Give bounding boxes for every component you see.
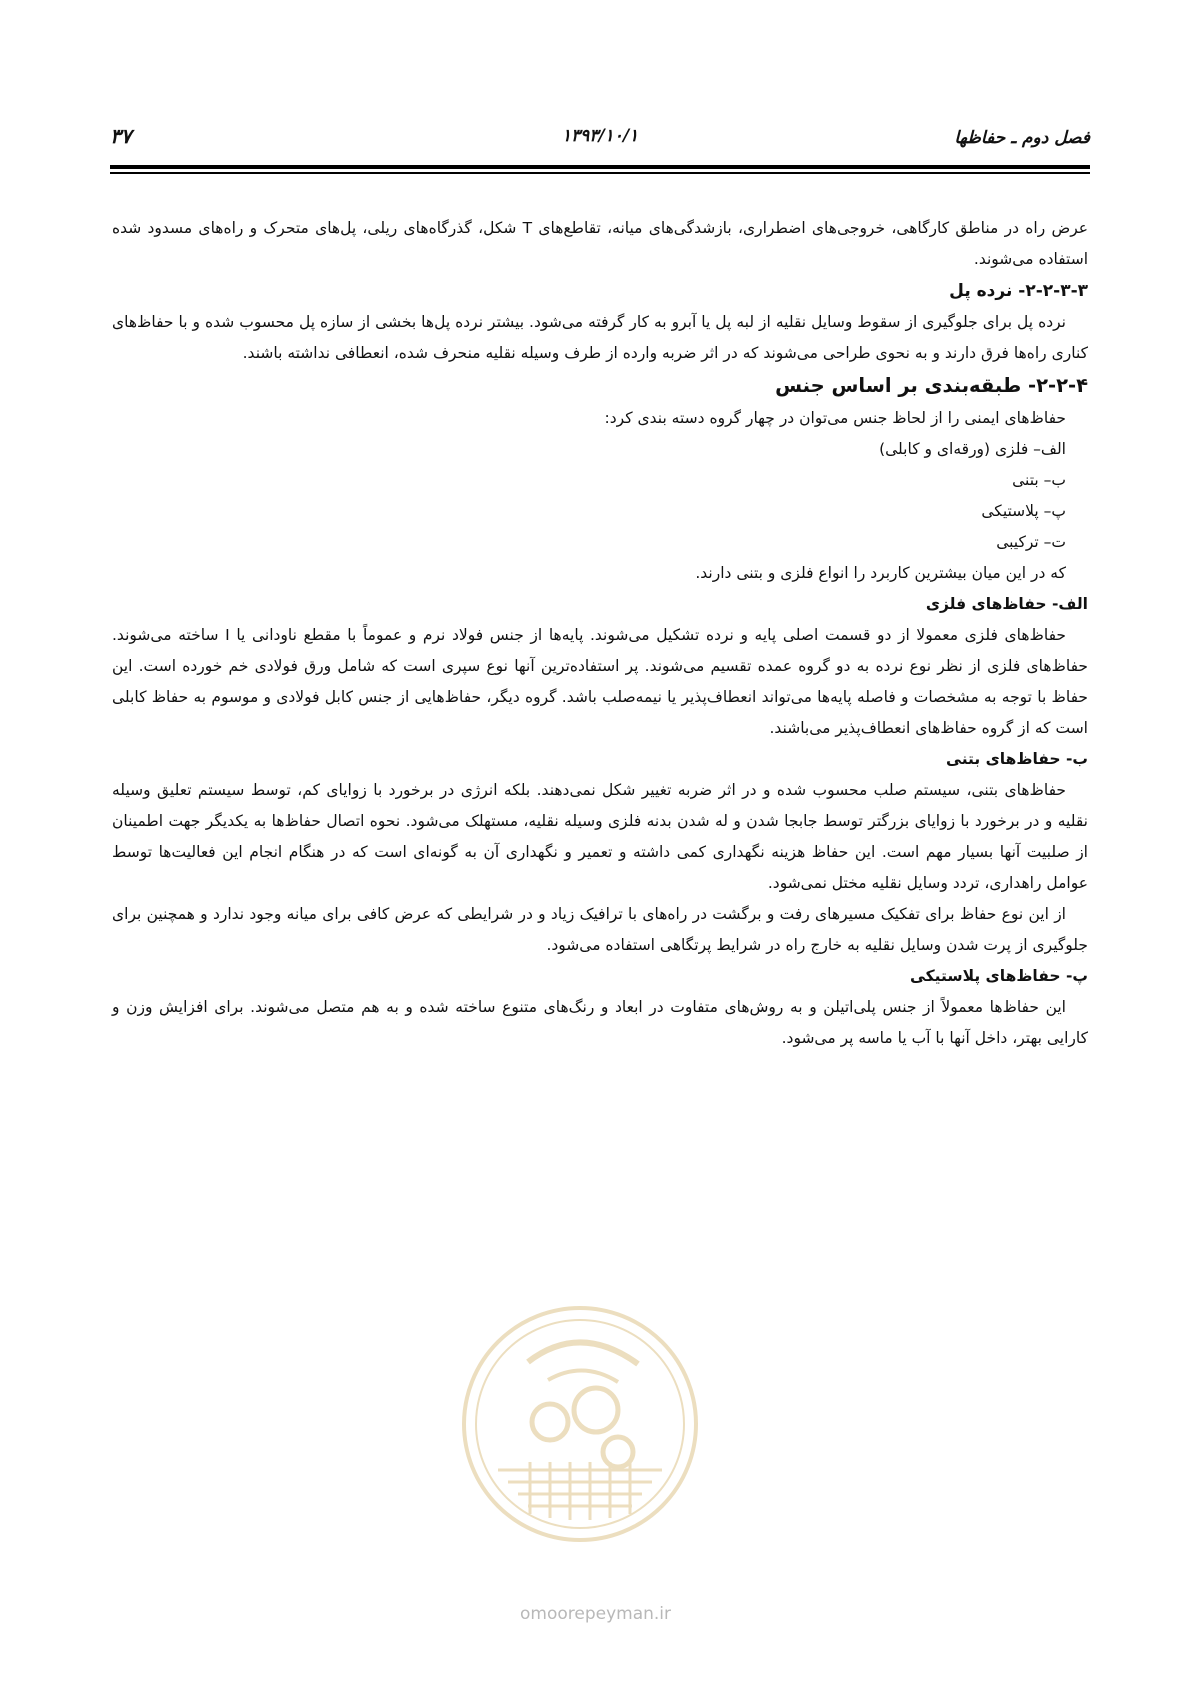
list-item: ب– بتنی bbox=[1012, 471, 1066, 489]
paragraph: عرض راه در مناطق کارگاهی، خروجی‌های اضطراری، بازشدگی‌های میانه، تقاطع‌های T شکل، گذرگاه‌های ریلی، پل‌های متحرک و راه‌های مسدود شده استفاده می‌شوند. bbox=[112, 219, 1088, 268]
list-item: پ– پلاستیکی bbox=[981, 502, 1066, 520]
subheading-concrete: ب- حفاظ‌های بتنی bbox=[946, 750, 1088, 768]
section-heading-material: ۲-۲-۴- طبقه‌بندی بر اساس جنس bbox=[775, 374, 1088, 397]
subheading-metal: الف- حفاظ‌های فلزی bbox=[925, 595, 1088, 613]
paragraph: حفاظ‌های ایمنی را از لحاظ جنس می‌توان در چهار گروه دسته بندی کرد: bbox=[604, 409, 1066, 427]
header-date: ۱۳۹۳/۱۰/۱ bbox=[561, 126, 639, 146]
header-rule-thick bbox=[110, 165, 1090, 169]
paragraph: این حفاظ‌ها معمولاً از جنس پلی‌اتیلن و به روش‌های متفاوت در ابعاد و رنگ‌های متنوع ساخته شده و به هم متصل می‌شوند. برای افزایش وزن و کارایی بهتر، داخل آنها با آب یا ماسه پر می‌شود. bbox=[112, 998, 1088, 1047]
page-content bbox=[112, 213, 1088, 1054]
list-item: الف– فلزی (ورقه‌ای و کابلی) bbox=[879, 440, 1066, 458]
header-rule-thin bbox=[110, 172, 1090, 174]
list-item: ت– ترکیبی bbox=[996, 533, 1066, 551]
page-number: ۳۷ bbox=[110, 124, 132, 148]
paragraph: حفاظ‌های بتنی، سیستم صلب محسوب شده و در اثر ضربه تغییر شکل نمی‌دهند. بلکه انرژی در برخورد با زوایای کم، توسط سیستم تعلیق وسیله نقلیه و در برخورد با زوایای بزرگتر توسط جابجا شدن و له شدن بدنه فلزی وسیله نقلیه، مستهلک می‌شود. نحوه اتصال حفاظ‌ها به یکدیگر جهت اطمینان از صلبیت آنها بسیار مهم است. این حفاظ هزینه نگهداری کمی داشته و تعمیر و نگهداری آن به گونه‌ای است که در هنگام انجام این فعالیت‌ها توسط عوامل راهداری، تردد وسایل نقلیه مختل نمی‌شود. bbox=[112, 781, 1088, 892]
section-heading-bridge-rail: ۲-۲-۳-۳- نرده پل bbox=[949, 281, 1088, 301]
paragraph: حفاظ‌های فلزی معمولا از دو قسمت اصلی پایه و نرده تشکیل می‌شوند. پایه‌ها از جنس فولاد نرم و عموماً با مقطع ناودانی یا I ساخته می‌شوند. حفاظ‌های فلزی از نظر نوع نرده به دو گروه عمده تقسیم می‌شوند. پر استفاده‌ترین آنها نوع سپری است که شامل ورق فولادی خم خورده است. این حفاظ با توجه به مشخصات و فاصله پایه‌ها می‌تواند انعطاف‌پذیر یا نیمه‌صلب باشد. گروه دیگر، حفاظ‌هایی از جنس کابل فولادی و موسوم به حفاظ کابلی است که از گروه حفاظ‌های انعطاف‌پذیر می‌باشند. bbox=[112, 626, 1088, 737]
chapter-title: فصل دوم ـ حفاظها bbox=[954, 128, 1090, 148]
subheading-plastic: پ- حفاظ‌های پلاستیکی bbox=[909, 967, 1088, 985]
paragraph: از این نوع حفاظ برای تفکیک مسیرهای رفت و برگشت در راه‌های با ترافیک زیاد و در شرایطی که عرض کافی برای میانه وجود ندارد و همچنین برای جلوگیری از پرت شدن وسایل نقلیه به خارج راه در شرایط پرتگاهی استفاده می‌شود. bbox=[112, 905, 1088, 954]
watermark-website: omoorepeyman.ir bbox=[519, 1604, 672, 1624]
page-header bbox=[110, 122, 1090, 152]
paragraph: که در این میان بیشترین کاربرد را انواع فلزی و بتنی دارند. bbox=[695, 564, 1066, 582]
paragraph: نرده پل برای جلوگیری از سقوط وسایل نقلیه از لبه پل یا آبرو به کار گرفته می‌شود. بیشتر نرده پل‌ها بخشی از سازه پل محسوب شده و با حفاظ‌های کناری راه‌ها فرق دارند و به نحوی طراحی می‌شوند که در اثر ضربه وارده از طرف وسیله نقلیه منحرف شده، انعطافی نداشته باشند. bbox=[112, 313, 1088, 362]
watermark-seal-icon bbox=[458, 1302, 702, 1546]
